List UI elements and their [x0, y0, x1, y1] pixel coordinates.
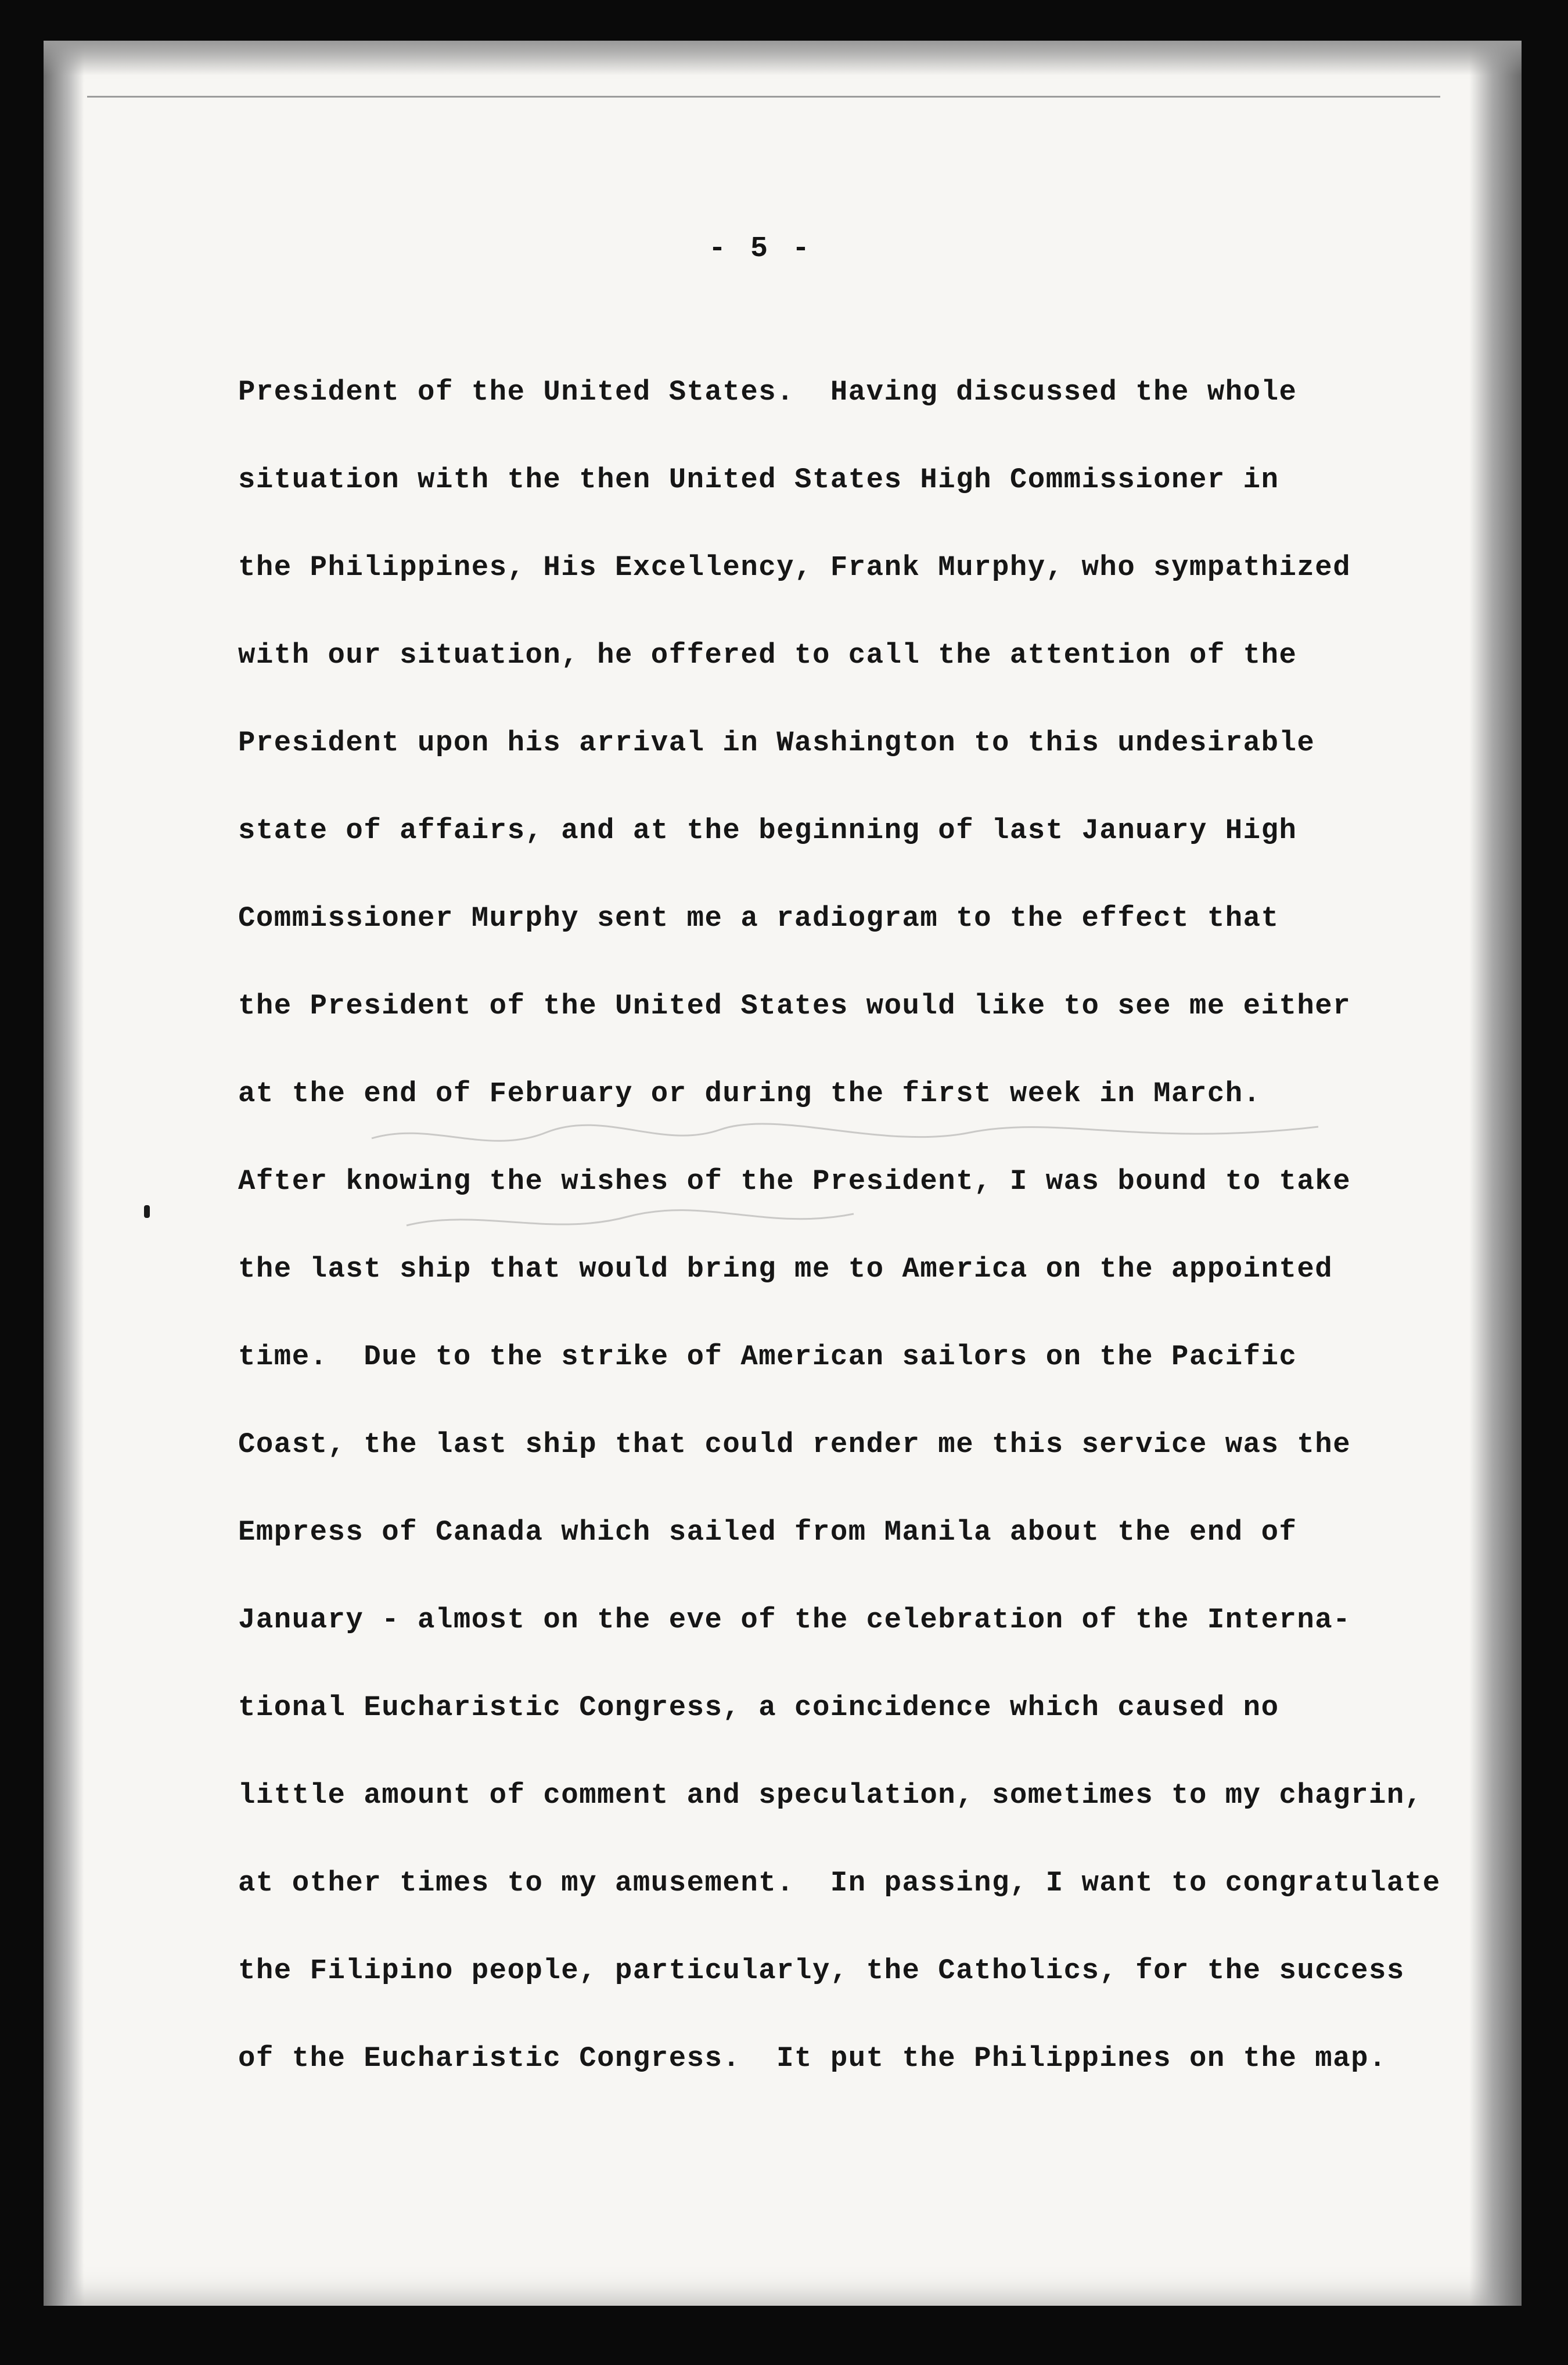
page-shadow-top [44, 41, 1522, 76]
text-line: state of affairs, and at the beginning of last January High [238, 814, 1297, 847]
text-line: with our situation, he offered to call the attention of the [238, 639, 1297, 671]
page-shadow-left [44, 41, 84, 2306]
text-line: little amount of comment and speculation, sometimes to my chagrin, [238, 1779, 1423, 1812]
top-fold-line [87, 96, 1440, 98]
text-line: President of the United States. Having discussed the whole [238, 376, 1297, 408]
text-line: the Filipino people, particularly, the Catholics, for the success [238, 1954, 1405, 1987]
text-line: January - almost on the eve of the celebration of the Interna- [238, 1604, 1351, 1636]
text-line: time. Due to the strike of American sailors on the Pacific [238, 1340, 1297, 1373]
text-line: situation with the then United States High Commissioner in [238, 463, 1279, 496]
text-line: of the Eucharistic Congress. It put the Philippines on the map. [238, 2042, 1387, 2075]
text-line: Coast, the last ship that could render me this service was the [238, 1428, 1351, 1461]
text-line: the Philippines, His Excellency, Frank Murphy, who sympathized [238, 551, 1351, 584]
page-shadow-right [1469, 41, 1522, 2306]
text-line: the President of the United States would like to see me either [238, 990, 1351, 1022]
stray-ink-mark [144, 1205, 150, 1218]
text-line: tional Eucharistic Congress, a coincidence which caused no [238, 1691, 1279, 1724]
text-line: at the end of February or during the first week in March. [238, 1077, 1261, 1110]
text-line: After knowing the wishes of the President, I was bound to take [238, 1165, 1351, 1198]
text-line: the last ship that would bring me to America on the appointed [238, 1253, 1333, 1285]
text-line: President upon his arrival in Washington to this undesirable [238, 727, 1315, 759]
text-line: at other times to my amusement. In passing, I want to congratulate [238, 1867, 1441, 1899]
text-line: Commissioner Murphy sent me a radiogram to the effect that [238, 902, 1279, 935]
document-body [238, 348, 1458, 2102]
page-number: - 5 - [708, 232, 814, 265]
text-line: Empress of Canada which sailed from Manila about the end of [238, 1516, 1297, 1548]
